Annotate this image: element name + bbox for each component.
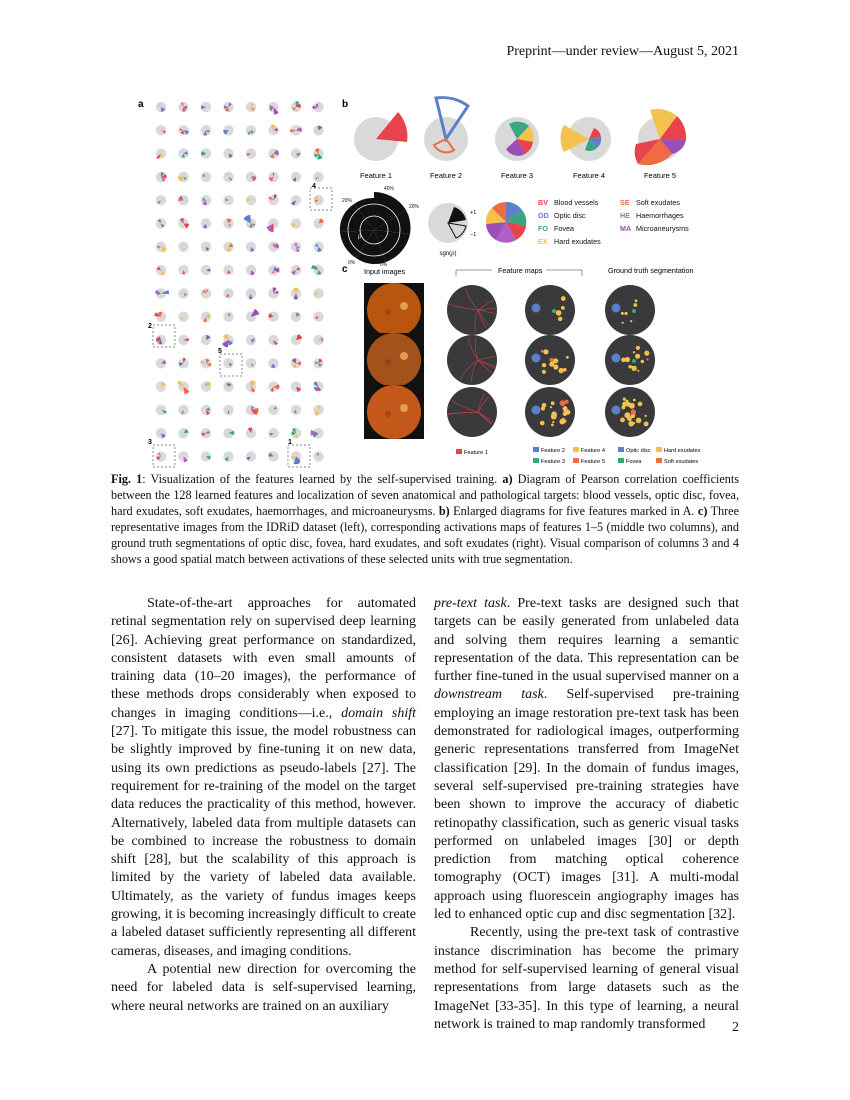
legend-target-he	[620, 211, 684, 220]
grid-diagram	[223, 242, 233, 252]
key-minus-one: −1	[470, 232, 477, 238]
key-rho-diagram	[340, 186, 420, 268]
feature-3-diagram	[495, 117, 539, 161]
right-paragraph-1	[434, 595, 739, 924]
feature-2-label: Feature 2	[429, 171, 463, 180]
caption-b-text: Enlarged diagrams for five features marked in A.	[449, 504, 698, 519]
panel-c-input-header: Input images	[364, 267, 406, 276]
legend-c-optic-disc: Optic disc	[626, 448, 651, 454]
grid-diagram	[246, 265, 256, 275]
left-column	[111, 595, 416, 1016]
grid-diagram	[178, 102, 188, 112]
legend-c-fovea: Fovea	[626, 459, 642, 465]
caption-b-label: b)	[438, 504, 450, 519]
grid-diagram	[201, 195, 211, 205]
grid-diagram	[268, 172, 278, 182]
grid-diagram	[266, 218, 278, 232]
grid-diagram	[156, 172, 167, 182]
grid-diagram	[246, 288, 256, 299]
key-pct-left: 20%	[342, 198, 353, 204]
grid-diagram	[291, 242, 301, 253]
grid-diagram	[201, 405, 211, 415]
legend-c-feature5: Feature 5	[581, 459, 605, 465]
grid-diagram	[178, 358, 188, 369]
grid-diagram	[154, 312, 166, 322]
grid-diagram	[223, 172, 233, 182]
grid-diagram	[223, 312, 233, 322]
grid-diagram	[291, 358, 301, 368]
grid-diagram	[246, 242, 256, 252]
grid-diagram	[313, 451, 323, 461]
svg-text:Fovea: Fovea	[554, 224, 574, 233]
grid-diagram	[178, 242, 188, 252]
left-paragraph-1	[111, 595, 416, 961]
figure-caption	[111, 471, 739, 568]
grid-diagram	[201, 148, 211, 158]
key-sign-diagram	[428, 203, 476, 257]
grid-diagram	[223, 148, 233, 158]
grid-diagram	[155, 288, 169, 298]
grid-diagram	[268, 381, 279, 391]
feature-5-diagram	[635, 109, 686, 165]
grid-diagram	[268, 287, 278, 298]
grid-diagram	[311, 428, 324, 438]
svg-text:Blood vessels: Blood vessels	[554, 198, 599, 207]
grid-diagram	[223, 381, 233, 391]
legend-target-od	[538, 211, 586, 220]
grid-diagram	[268, 242, 279, 252]
grid-diagram	[291, 172, 301, 182]
grid-diagram	[156, 381, 166, 391]
grid-diagram	[201, 102, 211, 112]
grid-diagram	[201, 125, 211, 136]
grid-diagram	[222, 334, 234, 348]
grid-diagram	[268, 405, 278, 415]
left-p1-emphasis: domain shift	[341, 705, 416, 721]
feature-2-diagram	[424, 98, 468, 161]
grid-diagram	[313, 195, 323, 205]
panel-c-image-maps-2	[525, 335, 575, 385]
grid-diagram	[177, 380, 190, 394]
svg-text:OD: OD	[538, 211, 549, 220]
grid-diagram	[313, 335, 323, 345]
grid-diagram	[246, 358, 256, 368]
panel-c-image-f1-3	[447, 387, 497, 437]
grid-diagram	[201, 451, 211, 461]
legend-target-ex	[538, 237, 601, 246]
caption-a-label: a)	[502, 472, 513, 486]
key-pct-low2: 0%	[380, 262, 388, 268]
grid-diagram	[268, 335, 278, 345]
grid-diagram	[268, 358, 278, 368]
feature-3-label: Feature 3	[500, 171, 534, 180]
target-legend	[538, 198, 689, 246]
key-plus-one: +1	[470, 210, 477, 216]
grid-diagram	[291, 381, 301, 392]
grid-diagram	[268, 312, 278, 322]
legend-target-fo	[538, 224, 574, 233]
grid-diagram	[246, 335, 256, 345]
grid-diagram	[246, 125, 256, 135]
grid-diagram	[178, 148, 188, 158]
figure-1	[136, 92, 736, 472]
caption-label: Fig. 1	[111, 472, 143, 486]
panel-b-diagrams	[354, 98, 686, 180]
grid-diagram	[178, 265, 188, 275]
caption-intro: : Visualization of the features learned by the self-supervised training.	[142, 472, 503, 486]
grid-diagram	[246, 405, 259, 416]
svg-text:EX: EX	[538, 237, 548, 246]
legend-c-feature3: Feature 3	[541, 459, 565, 465]
svg-text:HE: HE	[620, 211, 630, 220]
panel-c-image-input-1	[364, 283, 424, 337]
caption-a-text: Diagram of Pearson correlation coefficients between the 128 learned features and localization of seven anatomical and pathological targets: blood vessels, optic disc, fovea, hard exudates, soft exudates, haemorrhages, and microaneurysms.	[111, 472, 739, 519]
grid-diagram	[243, 215, 256, 229]
grid-diagram	[223, 451, 233, 461]
marker-3: 3	[148, 439, 152, 446]
grid-diagram	[223, 218, 233, 228]
left-paragraph-2: A potential new direction for overcoming the need for labeled data is self-supervised learning, where neural networks are trained on an auxiliary	[111, 961, 416, 1014]
grid-diagram	[223, 265, 233, 275]
legend-c-feature2: Feature 2	[541, 448, 565, 454]
page-number: 2	[732, 1020, 739, 1035]
grid-diagram	[268, 428, 278, 438]
right-p1-emphasis-2: downstream task	[434, 687, 544, 703]
panel-c-image-maps-1	[525, 285, 575, 335]
marker-5: 5	[218, 348, 222, 355]
marker-1: 1	[288, 439, 292, 446]
grid-diagram	[156, 125, 166, 135]
key-sgn-label: sgn(ρ)	[439, 251, 457, 257]
right-p1-emphasis: pre-text task	[434, 596, 507, 611]
left-p1-text: State-of-the-art approaches for automated retinal segmentation rely on supervised deep learning [26]. Achieving great performance on standardized, consistent datasets with even small amounts of training data (10–20 images), the performance of these methods drops considerably when exposed to changes in imaging conditions—i.e.,	[111, 596, 416, 721]
svg-text:FO: FO	[538, 224, 548, 233]
grid-diagram	[246, 428, 256, 439]
grid-diagram	[313, 358, 323, 368]
grid-diagram	[312, 102, 323, 112]
panel-c-images	[364, 283, 655, 439]
grid-diagram	[223, 288, 233, 298]
grid-diagram	[156, 148, 166, 159]
key-pct-right: 20%	[409, 204, 420, 210]
key-pct-low1: 0%	[348, 260, 356, 266]
legend-c-hard-exudates: Hard exudates	[664, 448, 701, 454]
legend-c-feature4: Feature 4	[581, 448, 605, 454]
right-column	[434, 595, 739, 1034]
grid-diagram	[268, 125, 278, 136]
grid-diagram	[246, 451, 256, 461]
grid-diagram	[246, 380, 256, 392]
grid-diagram	[156, 405, 167, 415]
key-target-wheel	[486, 202, 526, 243]
grid-diagram	[156, 335, 166, 345]
grid-diagram	[201, 172, 211, 182]
grid-diagram	[156, 428, 166, 438]
grid-diagram	[201, 335, 211, 345]
svg-text:SE: SE	[620, 198, 630, 207]
panel-c-gt-header: Ground truth segmentation	[608, 266, 694, 275]
grid-diagram	[291, 101, 301, 112]
grid-diagram	[313, 125, 323, 135]
grid-diagram	[291, 451, 301, 464]
svg-text:Haemorrhages: Haemorrhages	[636, 211, 684, 220]
grid-diagram	[156, 358, 166, 368]
marker-4: 4	[312, 183, 316, 190]
key-rho-symbol: ρ	[358, 234, 362, 240]
panel-c-maps-header: Feature maps	[498, 266, 543, 275]
right-p1-text-a: . Pre-text tasks are designed such that targets can be easily generated from unlabeled data and solving them requires learning a semantic representation of the data. This representation can be further fine-tuned in the usual supervised manner on a	[434, 596, 739, 685]
grid-diagram	[201, 242, 211, 252]
panel-c-image-maps-3	[525, 387, 575, 437]
grid-diagram	[201, 288, 211, 298]
grid-diagram	[201, 265, 211, 275]
panel-c-image-f1-2	[447, 335, 497, 385]
grid-diagram	[291, 265, 301, 275]
grid-diagram	[291, 428, 301, 439]
grid-diagram	[156, 265, 166, 276]
grid-diagram	[223, 358, 233, 368]
feature-5-label: Feature 5	[643, 171, 677, 180]
grid-diagram	[178, 195, 189, 205]
feature-4-diagram	[561, 117, 611, 161]
right-p1-text-b: . Self-supervised pre-training employing an image restoration pre-text task has been demonstrated for radiological images, outperforming generic representations transferred from ImageNet classification [29]. In the domain of fundus images, several self-supervised pre-training strategies have been shown to improve the accuracy of diabetic retinopathy classification, such as generic visual tasks performed on unlabeled images [30] or depth prediction from matching optical coherence tomography (OCT) images [31]. A multi-modal approach using fluorescein angiography images has led to enhanced optic cup and disc segmentation [32].	[434, 687, 739, 923]
grid-diagram	[291, 288, 301, 300]
grid-diagram	[246, 172, 257, 182]
grid-diagram	[291, 312, 301, 322]
panel-c-image-gt-3	[605, 387, 655, 437]
svg-text:Soft exudates: Soft exudates	[636, 198, 680, 207]
grid-diagram	[291, 218, 301, 228]
panel-c-image-gt-2	[605, 335, 655, 385]
panel-a-grid	[154, 101, 324, 464]
panel-c-image-f1-1	[447, 285, 497, 335]
grid-diagram	[268, 194, 278, 205]
grid-diagram	[178, 218, 189, 229]
grid-diagram	[223, 102, 233, 112]
grid-diagram	[201, 312, 211, 323]
legend-target-bv	[538, 198, 599, 207]
grid-diagram	[268, 148, 279, 158]
svg-text:BV: BV	[538, 198, 548, 207]
left-p1-rest: [27]. To mitigate this issue, the model robustness can be slightly improved by fine-tuning it on new data, using its own predictions as pseudo-labels [27]. The requirement for re-training of the model on the target data reduces the practicality of this method, however. Alternatively, labeled data from multiple datasets can be combined to increase the robustness to domain shift [28], but the scalability of this approach is limited by the variety of labeled data available. Ultimately, as the variety of fundus images keeps growing, it is becoming increasingly difficult to create a labeled dataset sufficiently representing all different cameras, diseases, and imaging conditions.	[111, 724, 416, 959]
panel-label-b: b	[342, 99, 349, 110]
grid-diagram	[156, 102, 166, 112]
grid-diagram	[223, 405, 233, 415]
grid-diagram	[291, 334, 302, 345]
grid-diagram	[313, 405, 323, 416]
figure-1-graphic	[136, 92, 736, 472]
caption-c-label: c)	[697, 504, 708, 519]
grid-diagram	[290, 125, 302, 135]
panel-c-image-input-2	[364, 333, 424, 387]
grid-diagram	[201, 381, 211, 392]
grid-diagram	[178, 312, 188, 322]
grid-diagram	[223, 125, 234, 135]
key-pct-top: 40%	[384, 186, 395, 192]
grid-diagram	[156, 218, 166, 228]
grid-diagram	[313, 242, 323, 252]
grid-diagram	[313, 218, 324, 228]
grid-diagram	[200, 358, 211, 368]
grid-diagram	[178, 172, 189, 182]
caption-c-text: Three representative images from the IDRiD dataset (left), corresponding activations maps of features 1–5 (middle two columns), and ground truth segmentations of optic disc, fovea, hard exudates, and soft exudates (right). Visual comparison of columns 3 and 4 shows a good spatial match between activations of these selected units with true segmentation.	[111, 504, 739, 567]
marker-2: 2	[148, 323, 152, 330]
panel-c-image-gt-1	[605, 285, 655, 335]
grid-diagram	[268, 102, 278, 115]
grid-diagram	[246, 195, 256, 205]
grid-diagram	[268, 451, 279, 461]
grid-diagram	[223, 195, 233, 205]
grid-diagram	[156, 242, 167, 253]
running-header: Preprint—under review—August 5, 2021	[506, 44, 739, 59]
grid-diagram	[156, 451, 166, 461]
svg-text:MA: MA	[620, 224, 632, 233]
legend-c-feature1: Feature 1	[464, 450, 488, 456]
grid-diagram	[178, 125, 189, 135]
right-paragraph-2: Recently, using the pre-text task of contrastive instance discrimination has become the primary method for self-supervised learning of general visual representations from large datasets such as the ImageNet [33-35]. In this type of learning, a neural network is trained to map randomly transformed	[434, 925, 739, 1032]
grid-diagram	[201, 218, 211, 228]
grid-diagram	[178, 405, 188, 415]
grid-diagram	[268, 265, 279, 275]
grid-diagram	[313, 312, 323, 322]
grid-diagram	[291, 195, 301, 206]
grid-diagram	[178, 428, 188, 438]
grid-diagram	[178, 288, 188, 298]
grid-diagram	[156, 195, 166, 205]
feature-1-label: Feature 1	[359, 171, 393, 180]
grid-diagram	[246, 148, 256, 158]
grid-diagram	[178, 335, 188, 345]
grid-diagram	[313, 148, 323, 159]
svg-text:Hard exudates: Hard exudates	[554, 237, 601, 246]
panel-c-legend	[456, 447, 701, 465]
grid-diagram	[223, 428, 234, 438]
legend-target-ma	[620, 224, 689, 233]
svg-text:Microaneurysms: Microaneurysms	[636, 224, 689, 233]
grid-diagram	[313, 288, 323, 298]
svg-text:Optic disc: Optic disc	[554, 211, 586, 220]
grid-diagram	[178, 451, 188, 462]
grid-diagram	[313, 172, 323, 182]
grid-diagram	[201, 428, 211, 438]
grid-diagram	[291, 405, 301, 415]
legend-target-se	[620, 198, 680, 207]
panel-label-a: a	[138, 99, 144, 110]
feature-1-diagram	[354, 112, 407, 161]
grid-diagram	[246, 309, 259, 322]
panel-label-c: c	[342, 264, 348, 275]
grid-diagram	[313, 381, 323, 392]
feature-4-label: Feature 4	[572, 171, 606, 180]
panel-c-image-input-3	[364, 385, 424, 439]
grid-diagram	[291, 148, 301, 158]
grid-diagram	[311, 265, 324, 276]
legend-c-soft-exudates: Soft exudates	[664, 459, 699, 465]
grid-diagram	[246, 102, 256, 112]
